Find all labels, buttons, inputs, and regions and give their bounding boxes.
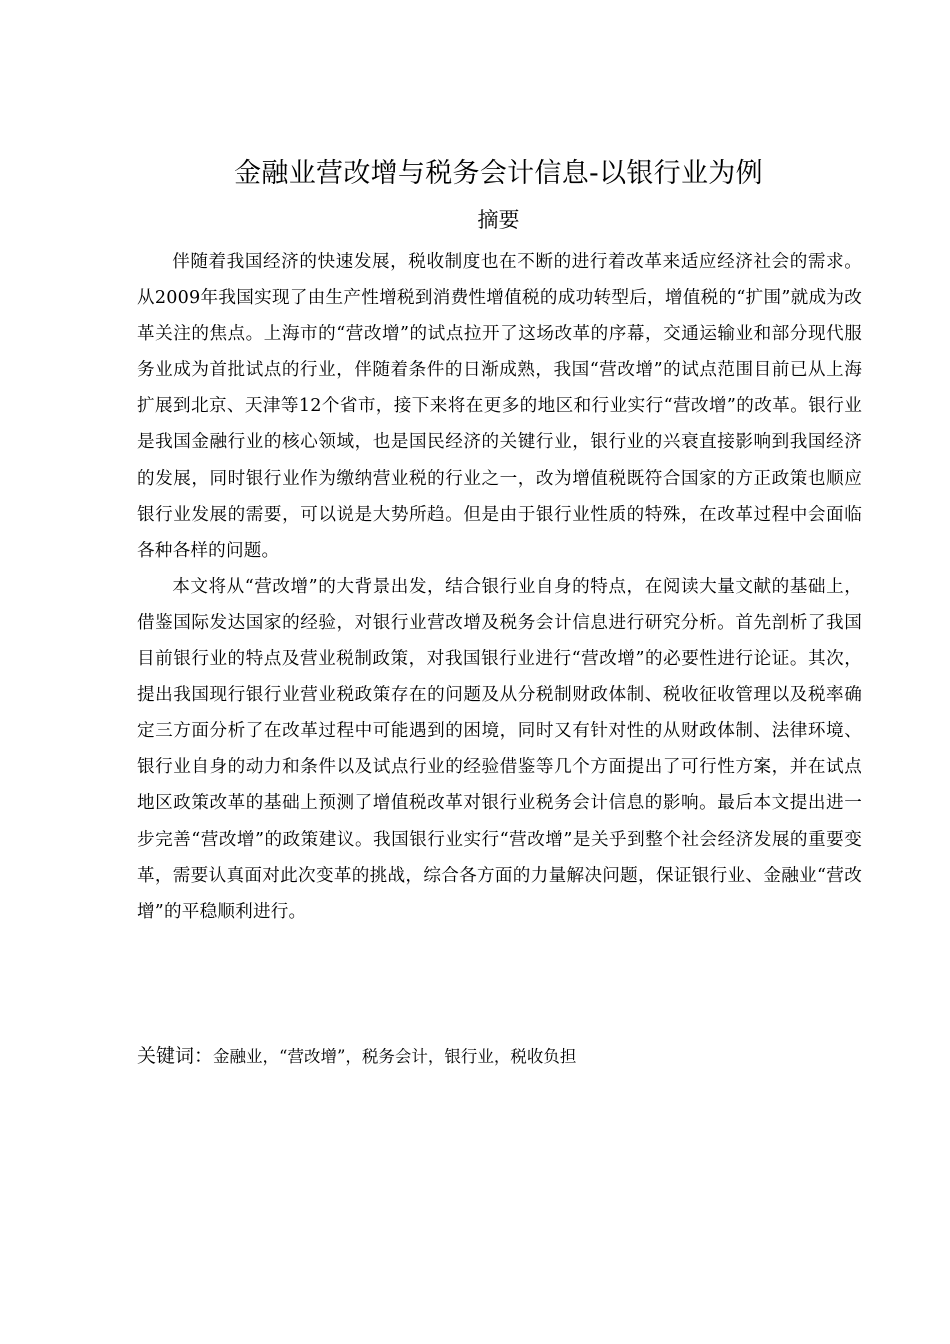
abstract-body [137,244,862,930]
keywords-line [137,1038,862,1075]
paper-title: 金融业营改增与税务会计信息-以银行业为例 [234,158,763,189]
keywords-label: 关键词： [137,1045,214,1067]
keywords-value: 金融业，“营改增”，税务会计，银行业，税收负担 [213,1047,577,1066]
abstract-paragraph-2: 本文将从“营改增”的大背景出发，结合银行业自身的特点，在阅读大量文献的基础上，借鉴国际发达国家的经验，对银行业营改增及税务会计信息进行研究分析。首先剖析了我国目前银行业的特点及营业税制政策，对我国银行业进行“营改增”的必要性进行论证。其次，提出我国现行银行业营业税政策存在的问题及从分税制财政体制、税收征收管理以及税率确定三方面分析了在改革过程中可能遇到的困境，同时又有针对性的从财政体制、法律环境、银行业自身的动力和条件以及试点行业的经验借鉴等几个方面提出了可行性方案，并在试点地区政策改革的基础上预测了增值税改革对银行业税务会计信息的影响。最后本文提出进一步完善“营改增”的政策建议。我国银行业实行“营改增”是关乎到整个社会经济发展的重要变革，需要认真面对此次变革的挑战，综合各方面的力量解决问题，保证银行业、金融业“营改增”的平稳顺利进行。 [137,576,862,922]
abstract-heading: 摘要 [477,208,520,232]
abstract-paragraph-1: 伴随着我国经济的快速发展，税收制度也在不断的进行着改革来适应经济社会的需求。从2009年我国实现了由生产性增税到消费性增值税的成功转型后，增值税的“扩围”就成为改革关注的焦点。上海市的“营改增”的试点拉开了这场改革的序幕，交通运输业和部分现代服务业成为首批试点的行业，伴随着条件的日渐成熟，我国“营改增”的试点范围目前已从上海扩展到北京、天津等12个省市，接下来将在更多的地区和行业实行“营改增”的改革。银行业是我国金融行业的核心领域，也是国民经济的关键行业，银行业的兴衰直接影响到我国经济的发展，同时银行业作为缴纳营业税的行业之一，改为增值税既符合国家的方正政策也顺应银行业发展的需要，可以说是大势所趋。但是由于银行业性质的特殊，在改革过程中会面临各种各样的问题。 [137,252,862,561]
